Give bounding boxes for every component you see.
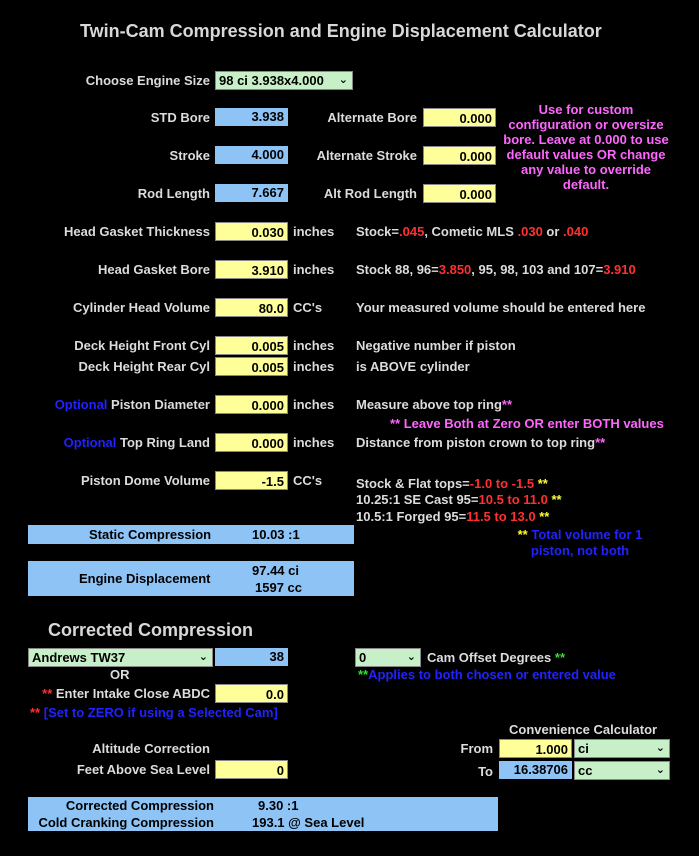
zero-note: ** [Set to ZERO if using a Selected Cam] bbox=[30, 705, 278, 720]
from-unit-value: ci bbox=[578, 741, 589, 756]
engine-size-value: 98 ci 3.938x4.000 bbox=[219, 73, 324, 88]
gasket-bore-unit: inches bbox=[293, 262, 335, 277]
stroke-value: 4.000 bbox=[215, 146, 288, 164]
intake-close-label: ** Enter Intake Close ABDC bbox=[42, 686, 210, 701]
corrected-compression-label: Corrected Compression bbox=[65, 798, 214, 813]
static-compression-label: Static Compression bbox=[89, 527, 212, 542]
std-bore-label: STD Bore bbox=[150, 110, 210, 125]
deck-rear-note: is ABOVE cylinder bbox=[356, 359, 470, 374]
applies-note: **Applies to both chosen or entered value bbox=[358, 667, 616, 682]
gasket-thickness-unit: inches bbox=[293, 224, 335, 239]
dome-note-3: 10.5:1 Forged 95=11.5 to 13.0 ** bbox=[356, 509, 550, 524]
cam-offset-value: 0 bbox=[359, 650, 367, 665]
deck-front-input[interactable]: 0.005 bbox=[215, 336, 288, 355]
static-compression-value: 10.03 :1 bbox=[252, 527, 300, 542]
custom-config-note: Use for custom configuration or oversize bore. Leave at 0.000 to use default values OR change any value to override default. bbox=[503, 102, 669, 192]
engine-size-select[interactable] bbox=[215, 71, 353, 90]
gasket-thickness-input[interactable]: 0.030 bbox=[215, 222, 288, 241]
cam-value: 38 bbox=[215, 648, 288, 666]
dome-volume-unit: CC's bbox=[293, 473, 323, 488]
corrected-compression-title: Corrected Compression bbox=[48, 620, 254, 640]
page-title: Twin-Cam Compression and Engine Displacement Calculator bbox=[80, 21, 602, 41]
alt-rod-input[interactable]: 0.000 bbox=[423, 184, 496, 203]
deck-front-note: Negative number if piston bbox=[356, 338, 516, 353]
piston-diameter-note: Measure above top ring** bbox=[356, 397, 513, 412]
corrected-compression-value: 9.30 :1 bbox=[258, 798, 299, 813]
leave-both-note: ** Leave Both at Zero OR enter BOTH values bbox=[390, 416, 664, 431]
displacement-ci: 97.44 ci bbox=[252, 563, 299, 578]
deck-front-label: Deck Height Front Cyl bbox=[74, 338, 210, 353]
chevron-down-icon: ⌄ bbox=[655, 764, 665, 776]
dome-note-1: Stock & Flat tops=-1.0 to -1.5 ** bbox=[356, 476, 548, 491]
feet-above-label: Feet Above Sea Level bbox=[76, 762, 210, 777]
head-volume-label: Cylinder Head Volume bbox=[72, 300, 210, 315]
chevron-down-icon: ⌄ bbox=[198, 651, 208, 663]
displacement-cc: 1597 cc bbox=[255, 580, 302, 595]
deck-rear-label: Deck Height Rear Cyl bbox=[78, 359, 210, 374]
gasket-thickness-label: Head Gasket Thickness bbox=[64, 224, 210, 239]
top-ring-label: Optional Top Ring Land bbox=[63, 435, 210, 450]
or-text: OR bbox=[110, 667, 130, 682]
alt-rod-label: Alt Rod Length bbox=[323, 186, 417, 201]
chevron-down-icon: ⌄ bbox=[406, 651, 416, 663]
std-bore-value: 3.938 bbox=[215, 108, 288, 126]
total-volume-note: ** Total volume for 1 piston, not both bbox=[517, 527, 643, 558]
cam-selected: Andrews TW37 bbox=[32, 650, 126, 665]
intake-close-input[interactable]: 0.0 bbox=[215, 684, 288, 703]
gasket-bore-label: Head Gasket Bore bbox=[98, 262, 210, 277]
to-unit-select[interactable] bbox=[574, 761, 670, 780]
piston-diameter-label: Optional Piston Diameter bbox=[54, 397, 210, 412]
cold-cranking-label: Cold Cranking Compression bbox=[38, 815, 214, 830]
static-compression-panel bbox=[28, 525, 354, 544]
results-panel bbox=[28, 797, 498, 831]
head-volume-unit: CC's bbox=[293, 300, 323, 315]
head-volume-input[interactable]: 80.0 bbox=[215, 298, 288, 317]
to-unit-value: cc bbox=[578, 763, 593, 778]
convenience-title: Convenience Calculator bbox=[509, 722, 658, 737]
cam-offset-label: Cam Offset Degrees ** bbox=[427, 650, 566, 665]
to-value: 16.38706 bbox=[499, 761, 572, 779]
gasket-bore-input[interactable]: 3.910 bbox=[215, 260, 288, 279]
dome-volume-label: Piston Dome Volume bbox=[80, 473, 210, 488]
from-unit-select[interactable] bbox=[574, 739, 670, 758]
deck-rear-input[interactable]: 0.005 bbox=[215, 357, 288, 376]
top-ring-unit: inches bbox=[293, 435, 335, 450]
engine-size-label: Choose Engine Size bbox=[85, 73, 210, 88]
altitude-input[interactable]: 0 bbox=[215, 760, 288, 779]
from-label: From bbox=[460, 741, 493, 756]
chevron-down-icon: ⌄ bbox=[655, 742, 665, 754]
displacement-panel bbox=[28, 561, 354, 596]
rod-length-value: 7.667 bbox=[215, 184, 288, 202]
head-volume-note: Your measured volume should be entered here bbox=[356, 300, 646, 315]
cam-offset-select[interactable] bbox=[355, 648, 421, 667]
cold-cranking-value: 193.1 @ Sea Level bbox=[252, 815, 365, 830]
alt-stroke-label: Alternate Stroke bbox=[316, 148, 417, 163]
piston-diameter-input[interactable]: 0.000 bbox=[215, 395, 288, 414]
gasket-thickness-note: Stock=.045, Cometic MLS .030 or .040 bbox=[356, 224, 589, 239]
top-ring-note: Distance from piston crown to top ring** bbox=[356, 435, 606, 450]
altitude-label: Altitude Correction bbox=[92, 741, 210, 756]
chevron-down-icon: ⌄ bbox=[338, 74, 348, 86]
rod-length-label: Rod Length bbox=[137, 186, 210, 201]
displacement-label: Engine Displacement bbox=[79, 571, 211, 586]
to-label: To bbox=[478, 764, 493, 779]
piston-diameter-unit: inches bbox=[293, 397, 335, 412]
alt-bore-label: Alternate Bore bbox=[327, 110, 417, 125]
alt-stroke-input[interactable]: 0.000 bbox=[423, 146, 496, 165]
stroke-label: Stroke bbox=[169, 148, 210, 163]
alt-bore-input[interactable]: 0.000 bbox=[423, 108, 496, 127]
from-input[interactable]: 1.000 bbox=[499, 739, 572, 758]
deck-rear-unit: inches bbox=[293, 359, 335, 374]
dome-note-2: 10.25:1 SE Cast 95=10.5 to 11.0 ** bbox=[356, 492, 562, 507]
gasket-bore-note: Stock 88, 96=3.850, 95, 98, 103 and 107=3.910 bbox=[356, 262, 636, 277]
top-ring-input[interactable]: 0.000 bbox=[215, 433, 288, 452]
dome-volume-input[interactable]: -1.5 bbox=[215, 471, 288, 490]
deck-front-unit: inches bbox=[293, 338, 335, 353]
cam-select[interactable] bbox=[28, 648, 213, 667]
